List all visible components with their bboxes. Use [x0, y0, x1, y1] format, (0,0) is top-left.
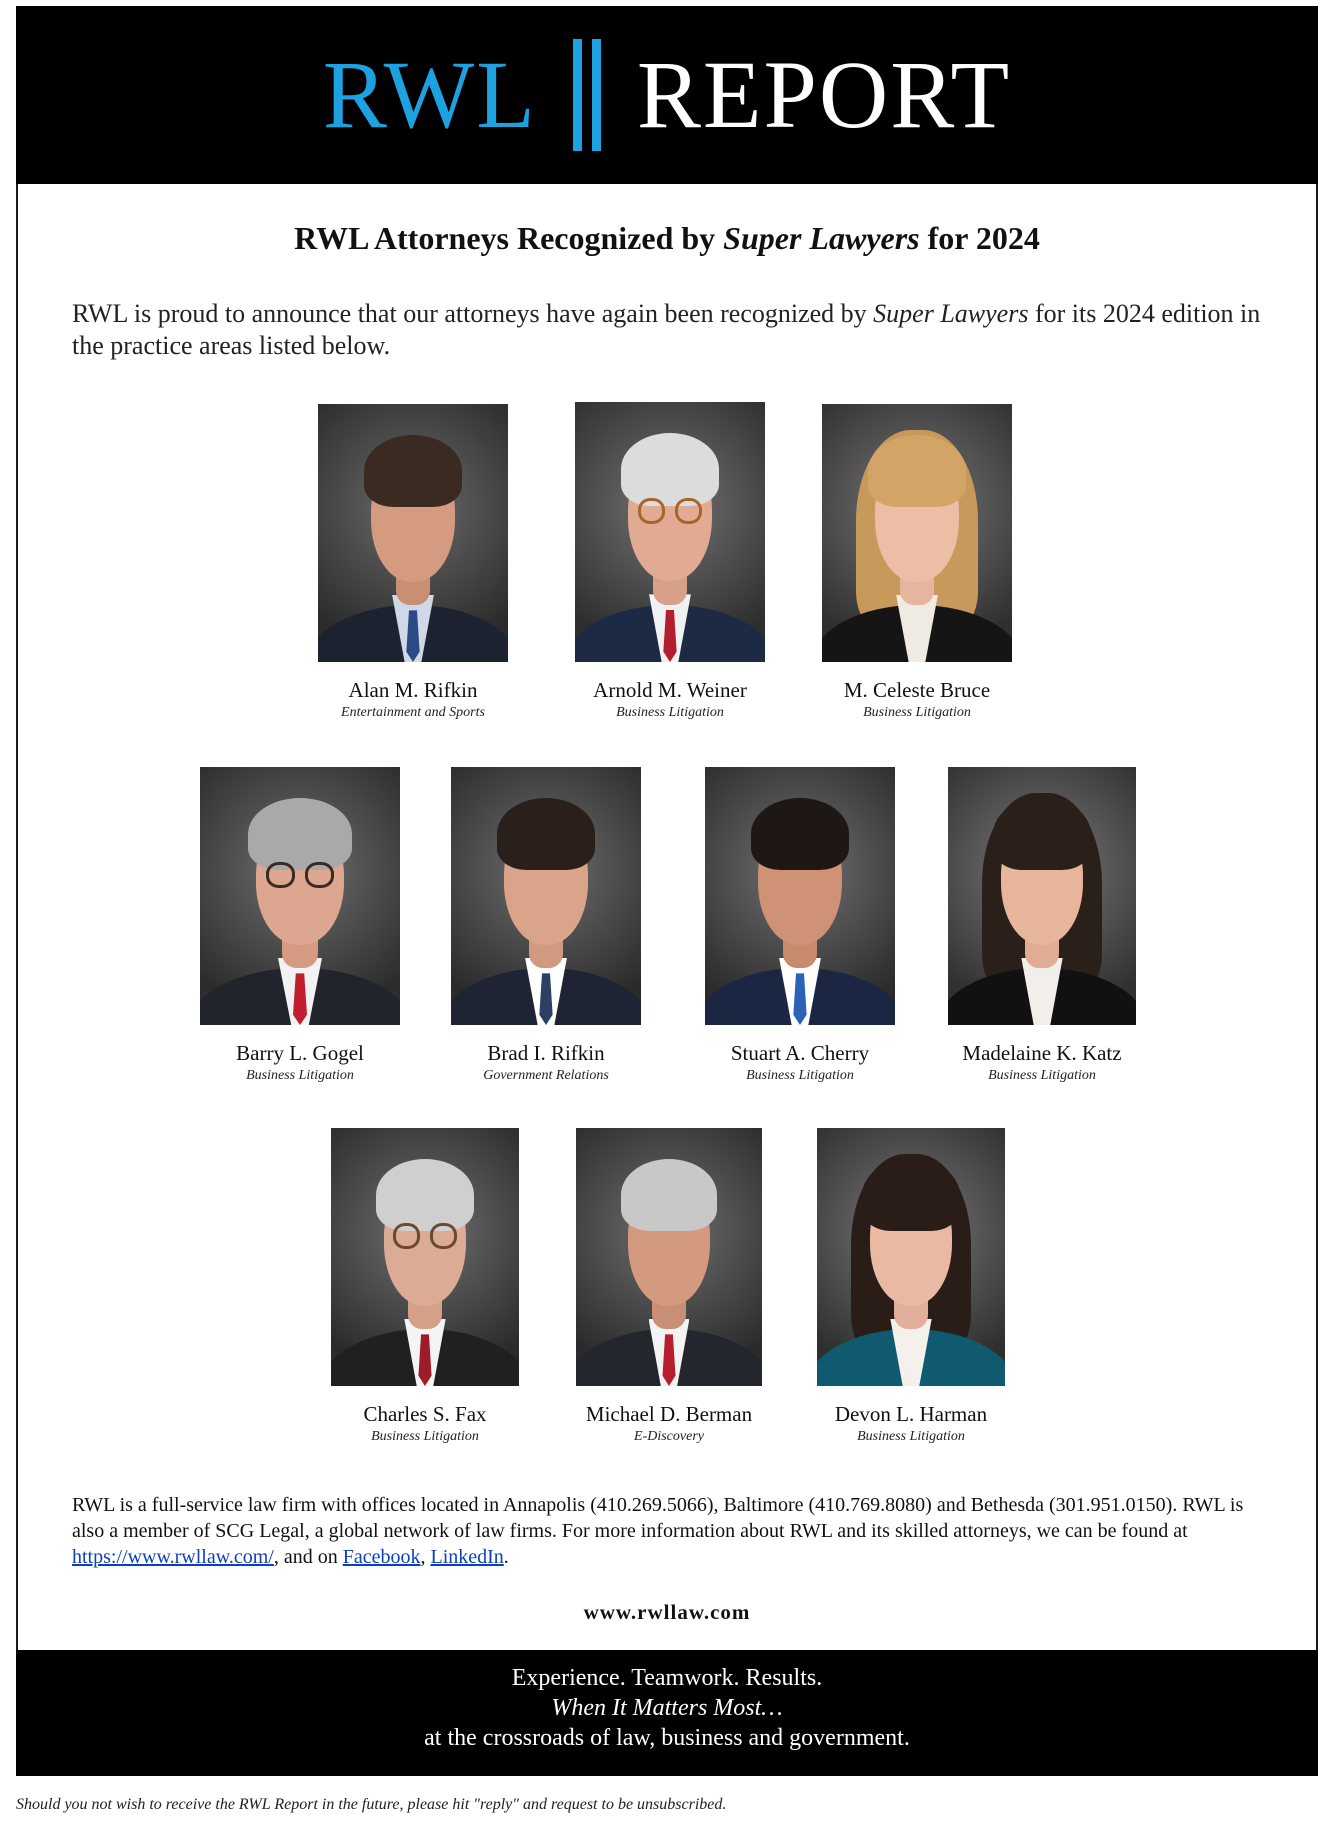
attorney-photo — [575, 402, 765, 662]
attorney-practice-area: Business Litigation — [988, 1068, 1096, 1083]
attorney-photo — [318, 404, 508, 662]
attorney-name: Alan M. Rifkin — [348, 678, 478, 702]
attorney-practice-area: Business Litigation — [746, 1068, 854, 1083]
about-comma: , — [420, 1546, 431, 1568]
attorney-name: Brad I. Rifkin — [487, 1041, 605, 1065]
attorney-card — [283, 404, 543, 721]
attorney-practice-area: Business Litigation — [857, 1429, 965, 1444]
about-end: . — [503, 1546, 509, 1568]
intro-post: for its 2024 edition in the practice areas listed below. — [72, 299, 1261, 360]
attorney-card — [170, 767, 430, 1084]
headline — [16, 220, 1318, 257]
footer-crossroads: at the crossroads of law, business and government. — [424, 1725, 910, 1751]
attorney-photo — [822, 404, 1012, 662]
attorney-card — [539, 1128, 799, 1445]
attorney-name: Arnold M. Weiner — [593, 678, 747, 702]
footer-tagline: Experience. Teamwork. Results. — [511, 1665, 823, 1691]
attorney-card — [416, 767, 676, 1084]
attorney-name: Charles S. Fax — [363, 1402, 487, 1426]
attorney-name: Madelaine K. Katz — [962, 1041, 1122, 1065]
attorney-photo — [451, 767, 641, 1025]
about-mid: , and on — [273, 1546, 343, 1568]
brand-rwl: RWL — [322, 41, 537, 148]
attorney-card — [781, 1128, 1041, 1445]
headline-post: for 2024 — [919, 220, 1040, 256]
attorney-card — [295, 1128, 555, 1445]
attorney-card — [912, 767, 1172, 1084]
intro-pre: RWL is proud to announce that our attorneys have again been recognized by — [72, 299, 874, 328]
attorney-practice-area: Business Litigation — [246, 1068, 354, 1083]
attorney-card — [670, 767, 930, 1084]
attorney-name: Barry L. Gogel — [236, 1041, 364, 1065]
about-text: RWL is a full-service law firm with offices located in Annapolis (410.269.5066), Baltimore (410.769.8080) and Bethesda (301.951.0150). RWL is also a member of SCG Legal, a global network of law firms. For more information about RWL and its skilled attorneys, we can be found at — [72, 1494, 1244, 1542]
attorney-practice-area: E-Discovery — [634, 1429, 704, 1444]
attorney-photo — [331, 1128, 519, 1386]
about-paragraph — [72, 1492, 1272, 1570]
linkedin-link[interactable]: LinkedIn — [430, 1546, 504, 1568]
footer-banner — [16, 1650, 1318, 1776]
facebook-link[interactable]: Facebook — [342, 1546, 421, 1568]
attorney-name: M. Celeste Bruce — [843, 678, 991, 702]
brand-report: REPORT — [636, 41, 1012, 148]
attorney-practice-area: Government Relations — [483, 1068, 609, 1083]
brand-divider-icon — [573, 39, 601, 151]
headline-italic: Super Lawyers — [723, 220, 920, 256]
attorney-practice-area: Business Litigation — [863, 705, 971, 720]
website-link[interactable]: https://www.rwllaw.com/ — [72, 1546, 274, 1568]
attorney-card — [540, 402, 800, 721]
site-url: www.rwllaw.com — [583, 1600, 751, 1624]
attorney-name: Michael D. Berman — [585, 1402, 753, 1426]
attorney-photo — [705, 767, 895, 1025]
footer-slogan: When It Matters Most… — [551, 1695, 783, 1721]
unsubscribe-note: Should you not wish to receive the RWL Report in the future, please hit "reply" and request to be unsubscribed. — [16, 1796, 727, 1813]
attorney-practice-area: Entertainment and Sports — [341, 705, 485, 720]
intro-italic: Super Lawyers — [873, 299, 1029, 328]
attorney-photo — [817, 1128, 1005, 1386]
intro-paragraph — [72, 298, 1262, 362]
masthead — [16, 6, 1318, 184]
attorney-practice-area: Business Litigation — [371, 1429, 479, 1444]
headline-pre: RWL Attorneys Recognized by — [294, 220, 724, 256]
attorney-practice-area: Business Litigation — [616, 705, 724, 720]
attorney-photo — [948, 767, 1136, 1025]
attorney-card — [787, 404, 1047, 721]
attorney-photo — [200, 767, 400, 1025]
attorney-name: Stuart A. Cherry — [730, 1041, 870, 1065]
attorney-photo — [576, 1128, 762, 1386]
attorney-name: Devon L. Harman — [834, 1402, 988, 1426]
